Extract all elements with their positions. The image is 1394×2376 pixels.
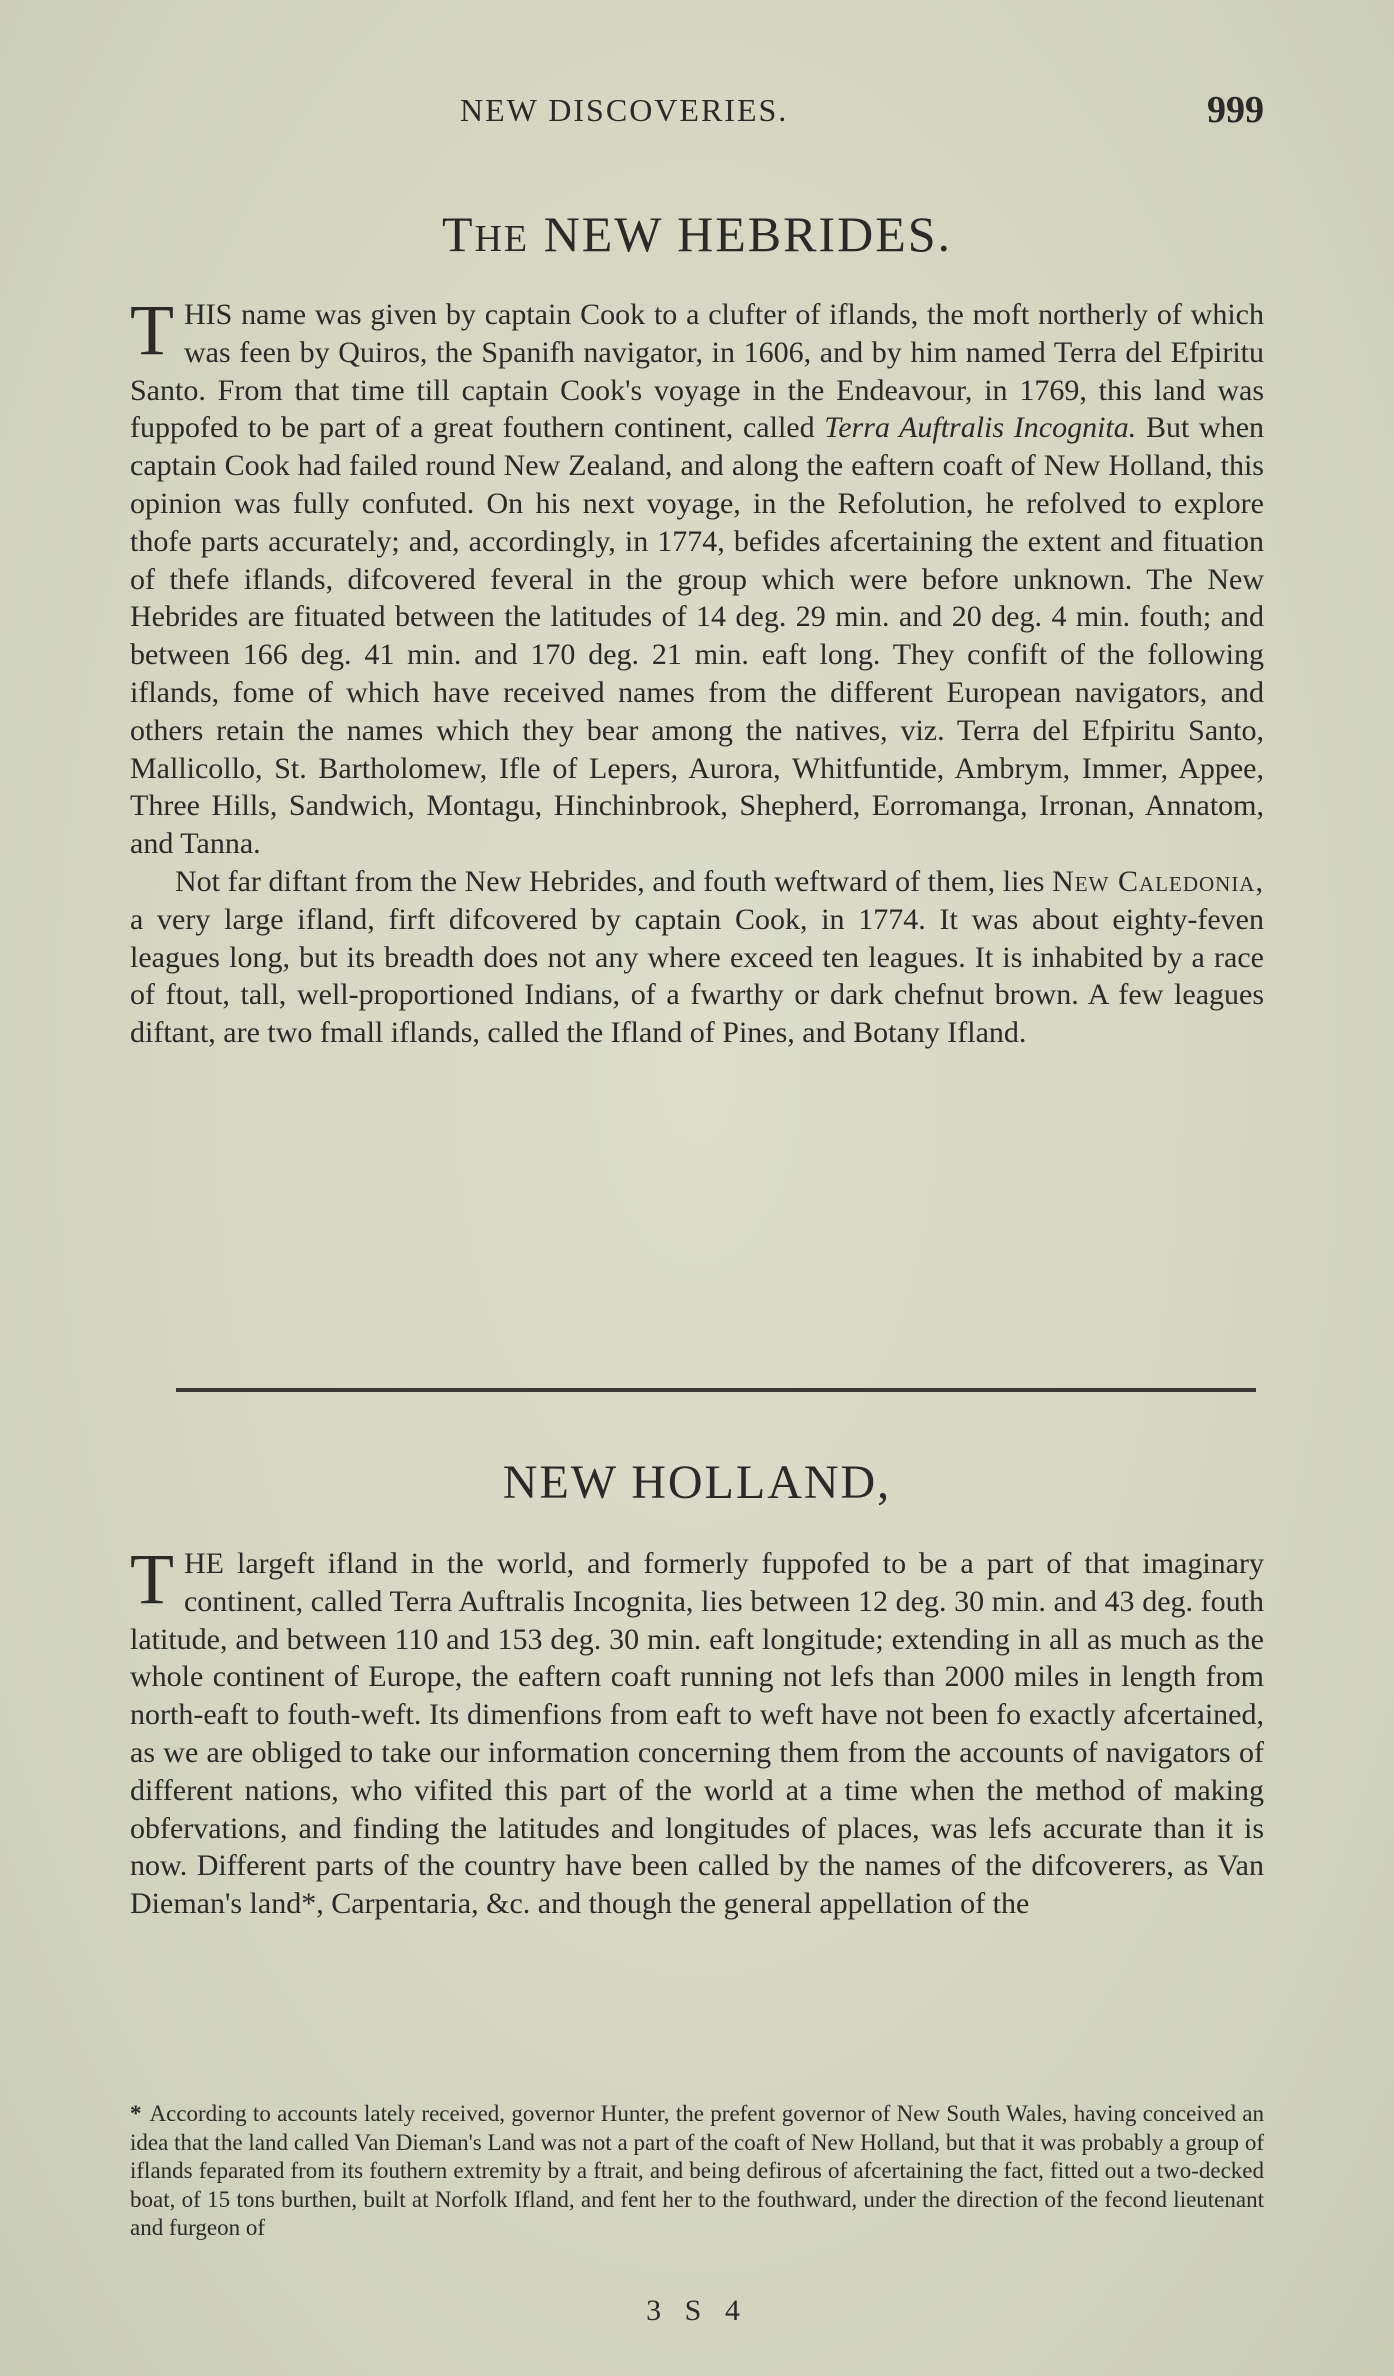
paragraph-text: HE largeft ifland in the world, and formerly fuppofed to be a part of that imaginary continent, called Terra Auftralis Incognita, lies between 12 deg. 30 min. and 43 deg. fouth latitude, and between 110 and 153 deg. 30 min. eaft longitude; extending in all as much as the whole continent of Europe, the eaftern coaft running not lefs than 2000 miles in length from north-eaft to fouth-weft. Its dimenfions from eaft to weft have not been fo exactly afcertained, as we are obliged to take our information concerning them from the accounts of navigators of different nations, who vifited this part of the world at a time when the method of making obfervations, and finding the latitudes and longitudes of places, was lefs accurate than it is now. Different parts of the country have been called by the names of the difcoverers, as Van Dieman's land*, Carpentaria, &c. and though the general appellation of the	[130, 1547, 1264, 1921]
paragraph-text: HIS name was given by captain Cook to a clufter of iflands, the moft northerly of which was feen by Quiros, the Spanifh navigator, in 1606, and by him named Terra del Efpiritu Santo. From that time till captain Cook's voyage in the Endeavour, in 1769, this land was fuppofed to be part of a great fouthern continent, called	[130, 298, 1264, 445]
new-hebrides-paragraph-2	[130, 863, 1264, 1052]
drop-cap: T	[130, 1539, 174, 1619]
new-hebrides-paragraph-1	[130, 290, 1265, 863]
signature-mark: 3 S 4	[646, 2294, 748, 2327]
new-holland-paragraph-1	[130, 1539, 1264, 1923]
running-head-title: NEW DISCOVERIES.	[460, 92, 789, 128]
section-heading-new-hebrides	[130, 205, 1264, 263]
new-hebrides-body	[130, 290, 1265, 1052]
footnote-text: According to accounts lately received, governor Hunter, the prefent governor of New South Wales, having conceived an idea that the land called Van Dieman's Land was not a part of the coaft of New Holland, but that it was probably a group of iflands feparated from its fouthern extremity by a ftrait, and being defirous of afcertaining the fact, fitted out a two-decked boat, of 15 tons burthen, built at Norfolk Ifland, and fent her to the fouthward, under the direction of the fecond lieutenant and furgeon of	[130, 2101, 1264, 2241]
italic-phrase: Terra Auftralis Incognita.	[824, 411, 1137, 445]
paragraph-text: a very large ifland, firft difcovered by captain Cook, in 1774. It was about eighty-feven leagues long, but its breadth does not any where exceed ten leagues. It is inhabited by a race of ftout, tall, well-proportioned Indians, of a fwarthy or dark chefnut brown. A few leagues diftant, are two fmall iflands, called the Ifland of Pines, and Botany Ifland.	[130, 902, 1264, 1050]
paragraph-text: But when captain Cook had failed round New Zealand, and along the eaftern coaft of New Holland, this opinion was fully confuted. On his next voyage, in the Refolution, he refolved to explore thofe parts accurately; and, accordingly, in 1774, befides afcertaining the extent and fituation of thefe iflands, difcovered feveral in the group which were before unknown. The New Hebrides are fituated between the latitudes of 14 deg. 29 min. and 20 deg. 4 min. fouth; and between 166 deg. 41 min. and 170 deg. 21 min. eaft long. They confift of the following iflands, fome of which have received names from the different European navigators, and others retain the names which they bear among the natives, viz. Terra del Efpiritu Santo, Mallicollo, St. Bartholomew, Ifle of Lepers, Aurora, Whitfuntide, Ambrym, Immer, Appee, Three Hills, Sandwich, Montagu, Hinchinbrook, Shepherd, Eorromanga, Irronan, Annatom, and Tanna.	[130, 411, 1265, 861]
page-number: 999	[1207, 89, 1264, 131]
heading-main: NEW HEBRIDES.	[543, 206, 953, 262]
drop-cap: T	[130, 290, 174, 370]
small-caps-phrase: New Caledonia,	[1052, 864, 1264, 898]
heading-small-caps: HE	[474, 218, 530, 260]
paragraph-text: Not far diftant from the New Hebrides, and fouth weftward of them, lies	[175, 864, 1053, 898]
footnote	[130, 2100, 1264, 2243]
section-divider-rule	[176, 1388, 1256, 1392]
running-head	[130, 89, 1264, 142]
footnote-mark: *	[130, 2101, 142, 2126]
section-heading-new-holland: NEW HOLLAND,	[502, 1456, 892, 1509]
heading-first-letter: T	[441, 206, 475, 262]
new-holland-body	[130, 1539, 1264, 1923]
